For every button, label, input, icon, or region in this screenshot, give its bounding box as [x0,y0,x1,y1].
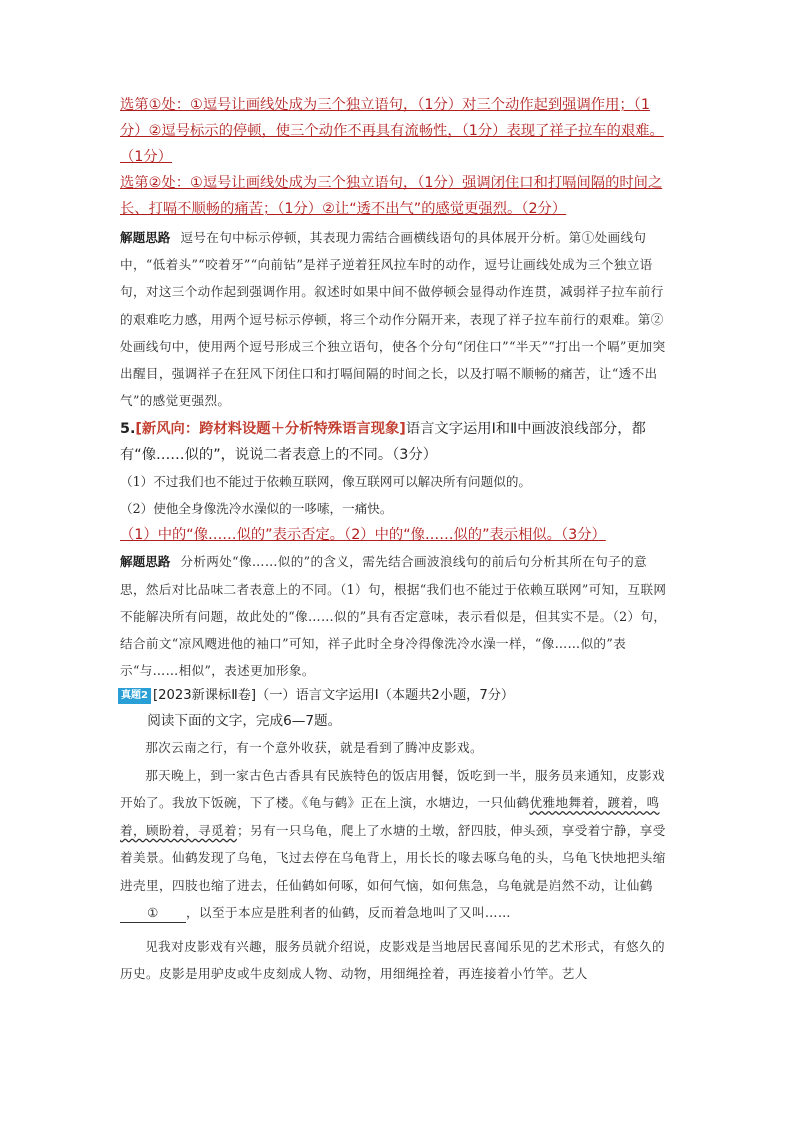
passage-paragraph-1: 那次云南之行，有一个意外收获，就是看到了腾冲皮影戏。 [145,740,484,756]
wavy-underlined-text: 优雅地舞着，踱着，鸣着，顾盼着，寻觅着 [120,795,660,838]
question-text: 语言文字运用Ⅰ和Ⅱ中画波浪线部分，都有“像……似的”，说说二者表意上的不同。（3分） [120,421,646,464]
document-page [120,92,668,988]
question-sentence-1: （1）不过我们也不能过于依赖互联网，像互联网可以解决所有问题似的。 [120,474,532,490]
reading-instruction: 阅读下面的文字，完成6—7题。 [147,713,342,730]
answer-line: 长、打嗝不顺畅的痛苦；（1分）②让“透不出气”的感觉更强烈。（2分） [120,201,567,217]
answer-block-1 [120,92,668,222]
real-question-source [118,684,668,708]
passage-paragraph-3: 见我对皮影戏有兴趣，服务员就介绍说，皮影戏是当地居民喜闻乐见的艺术形式，有悠久的历史。皮影是用驴皮或牛皮刻成人物、动物，用细绳拴着，再连接着小竹竿。艺人 [120,938,665,982]
question-5-answer: （1）中的“像……似的”表示否定。（2）中的“像……似的”表示相似。（3分） [120,527,606,544]
explanation-text: 逗号在句中标示停顿，其表现力需结合画横线语句的具体展开分析。第①处画线句中，“低着头”“咬着牙”“向前钻”是祥子逆着狂风拉车时的动作，逗号让画线处成为三个独立语句，对这三个动作起到强调作用。叙述时如果中间不做停顿会显得动作连贯，减弱祥子拉车前行的艰难吃力感，用两个逗号标示停顿，将三个动作分隔开来，表现了祥子拉车前行的艰难。第②处画线句中，使用两个逗号形成三个独立语句，使各个分句“闭住口”“半天”“打出一个嗝”更加突出醒目，强调祥子在狂风下闭住口和打嗝间隔的时间之长，以及打嗝不顺畅的痛苦，让“透不出气”的感觉更强烈。 [120,230,666,409]
explanation-text: 分析两处“像……似的”的含义，需先结合画波浪线句的前后句分析其所在句子的意思，然后对比品味二者表意上的不同。（1）句，根据“我们也不能过于依赖互联网”可知，互联网不能解决所有问题，故此处的“像……似的”具有否定意味，表示看似是，但其实不是。（2）句，结合前文“凉风飕进他的袖口”可知，祥子此时全身冷得像洗冷水澡一样，“像……似的”表示“与……相似”，表述更加形象。 [120,554,667,679]
question-sentence-2: （2）使他全身像洗冷水澡似的一哆嗦，一痛快。 [120,501,393,517]
explanation-label: 解题思路 [120,554,171,570]
answer-line: （1分） [120,149,172,165]
question-number: 5. [120,421,136,438]
passage-paragraph-2 [120,762,668,927]
explanation-label: 解题思路 [120,230,171,245]
real-question-badge: 真题2 [118,688,151,704]
answer-line: 选第①处：①逗号让画线处成为三个独立语句，（1分）对三个动作起到强调作用；（1 [120,97,650,113]
explanation-1 [120,224,668,414]
question-5 [120,416,668,468]
passage-text: 那天晚上，到一家古色古香具有民族特色的饭店用餐，饭吃到一半，服务员来通知，皮影戏开始了。我放下饭碗，下了楼。《龟与鹤》正在上演，水塘边，一只仙鹤 [120,767,665,811]
answer-line: 选第②处：①逗号让画线处成为三个独立语句，（1分）强调闭住口和打嗝间隔的时间之 [120,175,663,191]
source-text: [2023新课标Ⅱ卷]（一）语言文字运用Ⅰ（本题共2小题，7分） [152,688,515,704]
answer-line: 分）②逗号标示的停顿，使三个动作不再具有流畅性，（1分）表现了祥子拉车的艰难。 [120,123,664,139]
question-tag: [新风向：跨材料设题＋分析特殊语言现象] [135,421,406,438]
passage-text: ；另有一只乌龟，爬上了水塘的土墩，舒四肢，伸头颈，享受着宁静，享受着美景。仙鹤发现了乌龟，飞过去停在乌龟背上，用长长的喙去啄乌龟的头，乌龟飞快地把头缩进壳里，四肢也缩了进去，任仙鹤如何啄，如何气恼，如何焦急，乌龟就是岿然不动，让仙鹤 [120,822,666,893]
fill-blank: ① [120,904,186,923]
explanation-2 [120,548,668,684]
passage-text: ，以至于本应是胜利者的仙鹤，反而着急地叫了又叫…… [186,905,511,921]
